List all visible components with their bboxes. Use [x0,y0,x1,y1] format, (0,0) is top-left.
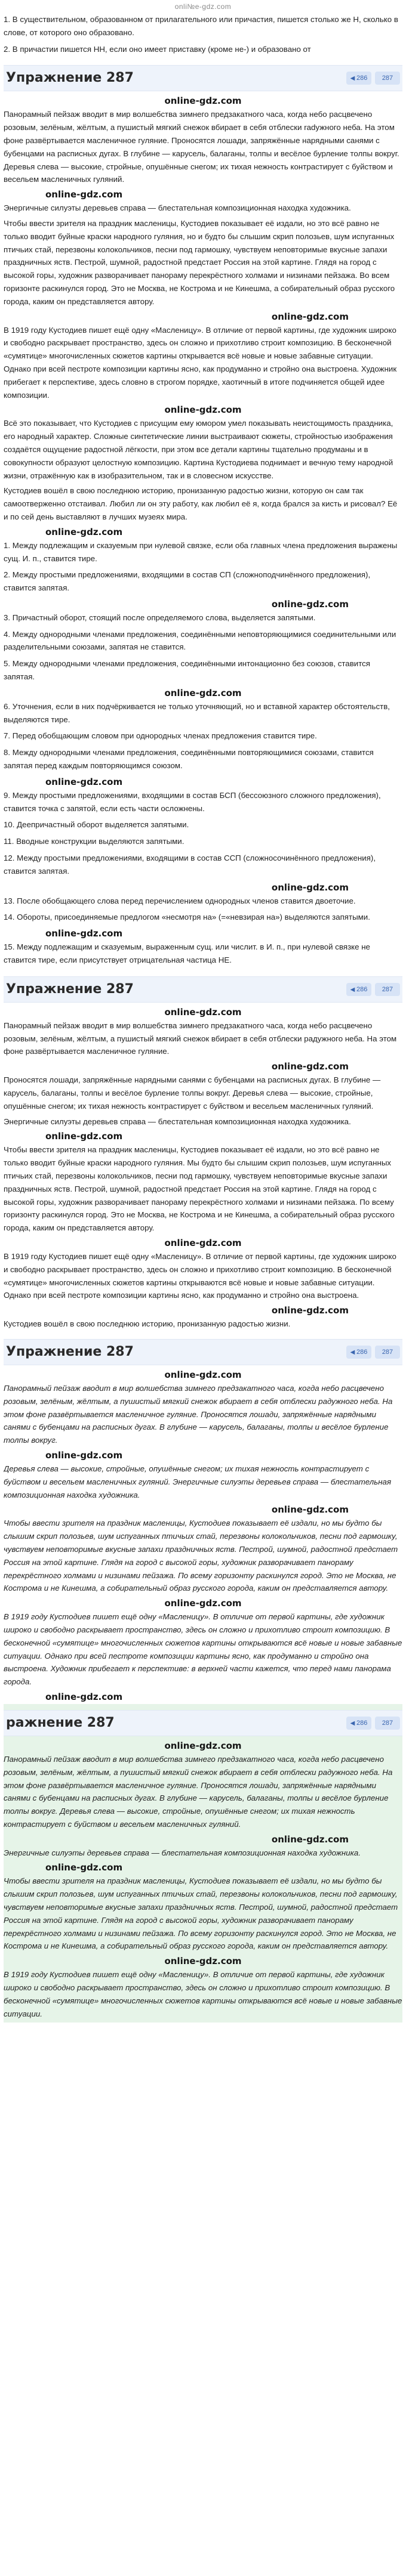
watermark: online-gdz.com [45,526,123,537]
watermark: online-gdz.com [164,1237,242,1248]
paragraph: Энергичные силуэты деревьев справа — блестательная композиционная находка художника. [4,1848,361,1857]
paragraph: Чтобы ввести зрителя на праздник масленицы, Кустодиев показывает её издали, но это всё равно не только вводит буйные краски народного гуляния. Мы будто бы слышим скрип полозьев, шум испуганных птичьих стай, перезвоны колокольчиков, песни под гармошку, чувствуем неповторимые вкусные запахи праздничных яств. Пестрой, шумной, радостной предстает Россия на этой картине. Глядя на город с высокой горы, художник разворачивает панораму перекрёстного холмами и низинами пейзажа. По всему горизонту раскинулся город. Это не Москва, не Кострома и не Кинешма, а собирательный образ русского города, каким он представляется автору. [4,1145,395,1233]
next-exercise-button[interactable] [375,1346,400,1359]
watermark: online-gdz.com [271,1833,349,1845]
paragraph: Энергичные силуэты деревьев справа — блестательная композиционная находка художника. [4,1117,351,1126]
watermark: online-gdz.com [164,1369,242,1380]
watermark: online-gdz.com [271,1305,349,1316]
prev-exercise-label: 286 [356,75,368,82]
note-item: 11. Вводные конструкции выделяются запятыми. [4,837,184,846]
exercise-header [4,1339,402,1365]
watermark: online-gdz.com [271,1504,349,1516]
arrow-left-icon: ◀ [350,1349,357,1356]
exercise-title: ражнение 287 [6,1715,115,1730]
exercise-nav [346,983,400,996]
prev-exercise-button[interactable] [346,983,371,996]
next-exercise-button[interactable] [375,983,400,996]
note-item: 9. Между простыми предложениями, входящими в состав БСП (бессоюзного сложного предложения), ставится точка с запятой, если есть части осложнены. [4,790,381,813]
watermark: online-gdz.com [164,1598,242,1609]
exercise-nav [346,1717,400,1730]
prev-exercise-label: 286 [356,1348,368,1356]
next-exercise-label: 287 [382,985,393,993]
prev-exercise-button[interactable] [346,1717,371,1730]
exercise-title: Упражнение 287 [6,1344,134,1359]
exercise-title: Упражнение 287 [6,70,134,86]
content [0,13,406,2023]
next-exercise-button[interactable] [375,72,400,85]
watermark: online-gdz.com [45,776,123,787]
watermark: online-gdz.com [45,1131,123,1142]
next-exercise-label: 287 [382,1348,393,1356]
paragraph: Кустодиев вошёл в свою последнюю историю, пронизанную радостью жизни, которую он сам так самоотверженно отстаивал. Любил ли он эту работу, как любил её я, когда брался за кисть и рисовал? Её и по сей день выставляют в лучших музеях мира. [4,486,398,521]
watermark: online-gdz.com [45,928,123,939]
next-exercise-label: 287 [382,75,393,82]
paragraph: Проносятся лошади, запряжённые нарядными санями с бубенцами на расписных дугах. В глубине — карусель, балаганы, толпы и весёлое бурление толпы вокруг. Деревья слева — высокие, стройные, опушённые снегом; их тихая нежность контрастирует с буйством и весельем масленичных гуляний. [4,1075,381,1111]
prev-exercise-button[interactable] [346,72,371,85]
exercise-nav [346,72,400,85]
watermark: online-gdz.com [271,311,349,322]
next-exercise-label: 287 [382,1719,393,1727]
paragraph: В 1919 году Кустодиев пишет ещё одну «Масленицу». В отличие от первой картины, где художник широко и свободно раскрывает пространство, здесь он сложно и прихотливо строит композицию. В бесконечной «сумятице» многочисленных сюжетов картины открываются всё новые и новые забавные ситуации. [4,1970,402,2018]
note-item: 4. Между однородными членами предложения, соединёнными неповторяющимися соединительными или разделительными союзами, запятая не ставится. [4,629,396,652]
note-item: 6. Уточнения, если в них подчёркивается не только уточняющий, но и вставной характер обстоятельств, выделяются тире. [4,701,390,724]
note-item: 15. Между подлежащим и сказуемым, выраженным сущ. или числит. в И. п., при нулевой связке не ставится тире, если присутствует отрицательная частица НЕ. [4,942,370,965]
watermark: online-gdz.com [45,1691,123,1702]
intro-item: 1. В существительном, образованном от прилагательного или причастия, пишется столько же Н, сколько в слове, от которого оно образовано. [4,15,398,37]
paragraph: В 1919 году Кустодиев пишет ещё одну «Масленицу». В отличие от первой картины, где художник широко и свободно раскрывает пространство, здесь он сложно и прихотливо строит композицию. В бесконечной «сумятице» многочисленных сюжетов картины открываются всё новые и новые забавные ситуации. Однако при всей пестроте композиции картины ясно, как продуманно и стройно она выстроена. Художник прибегает к перспективе: в верхней части кажется, что перед нами панорама города. [4,1612,402,1687]
exercise-header [4,1710,402,1736]
note-item: 2. Между простыми предложениями, входящими в состав СП (сложноподчинённого предложения), ставится запятая. [4,570,371,593]
note-item: 5. Между однородными членами предложения, соединёнными интонационно без союзов, ставится запятая. [4,659,370,682]
watermark: online-gdz.com [164,687,242,698]
exercise-header [4,65,402,91]
prev-exercise-label: 286 [356,985,368,993]
exercise-section [4,970,402,1333]
note-item: 3. Причастный оборот, стоящий после определяемого слова, выделяется запятыми. [4,613,316,622]
watermark: online-gdz.com [164,1956,242,1967]
prev-exercise-label: 286 [356,1719,368,1727]
exercise-nav [346,1346,400,1359]
paragraph: Панорамный пейзаж вводит в мир волшебства зимнего предзакатного часа, когда небо расцвечено розовым, зелёным, жёлтым, а пушистый мягкий снежок вбирает в себя отблески радужного неба. На этом фоне развёртывается масленичное гуляние. Проносятся лошади, запряжённые нарядными санями с бубенцами на расписных дугах. В глубине — карусель, балаганы, толпы и весёлое бурление толпы вокруг. Деревья слева — высокие, стройные, опушённые снегом; их тихая нежность контрастирует с буйством и весельем масленичных гуляний. [4,1754,393,1829]
paragraph: Энергичные силуэты деревьев справа — блестательная композиционная находка художника. [4,203,351,213]
watermark: online-gdz.com [45,1862,123,1873]
paragraph: Всё это показывает, что Кустодиев с присущим ему юмором умел показывать неистощимость праздника, его народный характер. Сложные синтетические линии выстраивают сюжеты, стройностью изображения создаётся ощущение радостной лёгкости, при этом все детали картины тщательно продуманы и в совокупности образуют целостную композицию. Картина Кустодиева поднимает и вечную тему народной жизни, отражённую как в изобразительном, так и в словесном искусстве. [4,419,393,480]
note-item: 13. После обобщающего слова перед перечислением однородных членов ставится двоеточие. [4,896,356,905]
paragraph: В 1919 году Кустодиев пишет ещё одну «Масленицу». В отличие от первой картины, где художник широко и свободно раскрывает пространство, здесь он сложно и прихотливо строит композицию. В бесконечной «сумятице» многочисленных сюжетов картины открывается всё новые и новые забавные ситуации. Однако при всей пестроте композиции картины ясно, как продуманно и стройно она выстроена. Художник прибегает к перспективе, здесь словно в строгом порядке, хаотичный в итоге подчиняется общей идее композиции. [4,325,397,400]
exercise-section [4,1704,402,2023]
watermark: online-gdz.com [164,1006,242,1018]
paragraph: Панорамный пейзаж вводит в мир волшебства зимнего предзакатного часа, когда небо расцвечено розовым, зелёным, жёлтым, а пушистый мягкий снежок вбирает в себя отблески радужного неба. На этом фоне развёртывается масленичное гуляние. [4,1020,397,1056]
exercise-title: Упражнение 287 [6,981,134,997]
paragraph: Кустодиев вошёл в свою последнюю историю, пронизанную радостью жизни. [4,1319,291,1329]
site-header[interactable]: onli№e-gdz.com [174,2,232,11]
note-item: 14. Обороты, присоединяемые предлогом «несмотря на» (=«невзирая на») выделяются запятыми. [4,913,370,922]
arrow-left-icon: ◀ [350,1720,357,1727]
note-item: 7. Перед обобщающим словом при однородных членах предложения ставится тире. [4,731,317,741]
watermark: online-gdz.com [164,95,242,107]
watermark: online-gdz.com [164,404,242,416]
exercise-section [4,1333,402,1704]
note-item: 12. Между простыми предложениями, входящими в состав ССП (сложносочинённого предложения), ставится запятая. [4,853,376,876]
paragraph: Чтобы ввести зрителя на праздник масленицы, Кустодиев показывает её издали, но мы будто бы слышим скрип полозьев, шум испуганных птичьих стай, перезвоны колокольчиков, песни под гармошку, чувствуем неповторимые вкусные запахи праздничных яств. Пестрой, шумной, радостной предстает Россия на этой картине. Глядя на город с высокой горы, художник разворачивает панораму перекрёстного холмами и низинами пейзажа. По всему горизонту раскинулся город. Это не Москва, не Кострома и не Кинешма, а собирательный образ русского города, каким он представляется автору. [4,1519,398,1593]
paragraph: Деревья слева — высокие, стройные, опушённые снегом; их тихая нежность контрастирует с буйством и весельем масленичных гуляний. Энергичные силуэты деревьев справа — блестательная композиционная находка художника. [4,1464,392,1499]
intro-item: 2. В причастии пишется НН, если оно имеет приставку (кроме не-) и образовано от [4,44,311,54]
watermark: online-gdz.com [45,1449,123,1461]
next-exercise-button[interactable] [375,1717,400,1730]
note-item: 10. Деепричастный оборот выделяется запятыми. [4,820,189,830]
watermark: online-gdz.com [45,189,123,200]
paragraph: Панорамный пейзаж вводит в мир волшебства зимнего предзакатного часа, когда небо расцвечено розовым, зелёным, жёлтым, а пушистый мягкий снежок вбирает в себя отблески radужного неба. На этом фоне развёртывается масленичное гуляние. Проносятся лошади, запряжённые нарядными санями с бубенцами на расписных дугах. В глубине — карусель, балаганы, толпы и весёлое бурление толпы вокруг. Деревья слева — высокие, стройные, опушённые снегом; их тихая нежность контрастирует с буйством и весельем масленичных гуляний. [4,110,399,184]
exercise-header [4,976,402,1003]
note-item: 1. Между подлежащим и сказуемым при нулевой связке, если оба главных члена предложения выражены сущ. И. п., ставится тире. [4,540,398,563]
paragraph: Чтобы ввести зрителя на праздник масленицы, Кустодиев показывает её издали, но это всё равно не только вводит буйные краски народного гуляния, но и будто бы слышим скрип полозьев, шум испуганных птичьих стай, перезвоны колокольчиков, песни под гармошку, чувствуем неповторимые вкусные запахи праздничных яств. Пестрой, шумной, радостной предстает Россия на этой картине. Глядя на город с высокой горы, художник разворачивает панораму перекрёстного холмами и низинами пейзажа. Во всем горизонте раскинулся город. Это не Москва, не Кострома и не Кинешма, а собирательный образ русского города, каким он представляется автору. [4,218,395,306]
watermark: online-gdz.com [164,1740,242,1751]
note-item: 8. Между однородными членами предложения, соединёнными повторяющимися союзами, ставится запятая перед каждым повторяющимся союзом. [4,748,374,771]
watermark: online-gdz.com [271,1061,349,1072]
paragraph: Панорамный пейзаж вводит в мир волшебства зимнего предзакатного часа, когда небо расцвечено розовым, зелёным, жёлтым, а пушистый мягкий снежок вбирает в себя отблески радужного неба. На этом фоне развёртывается масленичное гуляние. Проносятся лошади, запряжённые нарядными санями с бубенцами на расписных дугах. В глубине — карусель, балаганы, толпы и весёлое бурление толпы вокруг. [4,1383,393,1445]
arrow-left-icon: ◀ [350,986,357,993]
paragraph: Чтобы ввести зрителя на праздник масленицы, Кустодиев показывает её издали, но мы будто бы слышим скрип полозьев, шум испуганных птичьих стай, перезвоны колокольчиков, песни под гармошку, чувствуем неповторимые вкусные запахи праздничных яств. Пестрой, шумной, радостной предстает Россия на этой картине. Глядя на город с высокой горы, художник разворачивает панораму перекрёстного холмами и низинами пейзажа. По всему горизонту раскинулся город. Это не Москва, не Кострома и не Кинешма, а собирательный образ русского города, каким он представляется автору. [4,1876,398,1951]
prev-exercise-button[interactable] [346,1346,371,1359]
arrow-left-icon: ◀ [350,75,357,82]
exercise-section [4,59,402,970]
watermark: online-gdz.com [271,882,349,893]
paragraph: В 1919 году Кустодиев пишет ещё одну «Масленицу». В отличие от первой картины, где художник широко и свободно раскрывает пространство, здесь он сложно и прихотливо строит композицию. В бесконечной «сумятице» многочисленных сюжетов картины открываются всё новые и новые забавные ситуации. Однако при всей пестроте композиции картины ясно, как продуманно и стройно она выстроена. [4,1251,396,1300]
watermark: online-gdz.com [271,598,349,610]
